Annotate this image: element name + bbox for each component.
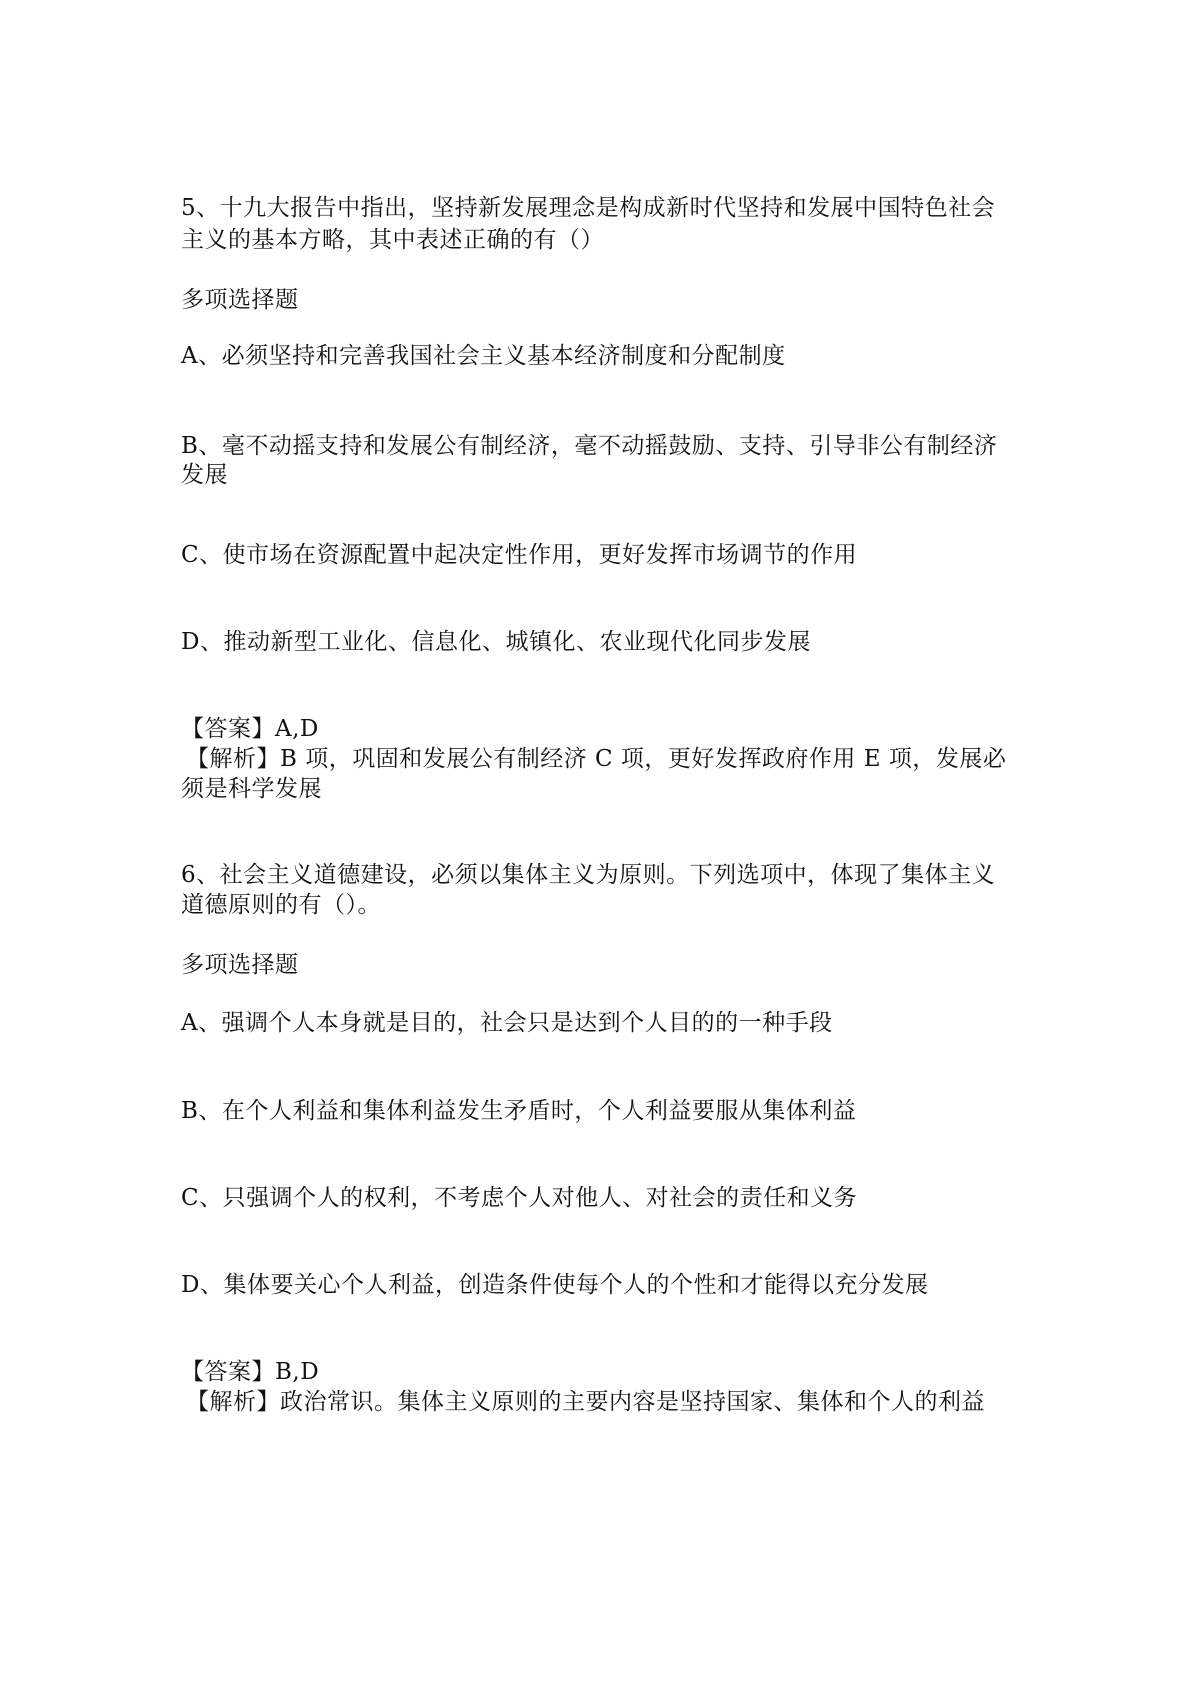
q5-option-c: C、使市场在资源配置中起决定性作用，更好发挥市场调节的作用: [181, 542, 858, 568]
q6-option-a: A、强调个人本身就是目的，社会只是达到个人目的的一种手段: [181, 1010, 833, 1036]
q6-option-c: C、只强调个人的权利，不考虑个人对他人、对社会的责任和义务: [181, 1185, 858, 1211]
q6-analysis-line1: 【解析】政治常识。集体主义原则的主要内容是坚持国家、集体和个人的利益: [186, 1389, 985, 1415]
q5-option-d: D、推动新型工业化、信息化、城镇化、农业现代化同步发展: [181, 629, 811, 655]
q5-analysis-line2: 须是科学发展: [181, 776, 322, 802]
q6-answer: 【答案】B,D: [181, 1359, 320, 1385]
q6-question-type: 多项选择题: [181, 952, 299, 978]
q5-option-b-line2: 发展: [181, 462, 228, 488]
q6-option-d: D、集体要关心个人利益，创造条件使每个人的个性和才能得以充分发展: [181, 1272, 929, 1298]
q6-option-b: B、在个人利益和集体利益发生矛盾时，个人利益要服从集体利益: [181, 1098, 857, 1124]
q6-stem-line1: 6、社会主义道德建设，必须以集体主义为原则。下列选项中，体现了集体主义: [181, 862, 996, 888]
q5-option-a: A、必须坚持和完善我国社会主义基本经济制度和分配制度: [181, 343, 786, 369]
q5-answer: 【答案】A,D: [181, 716, 319, 742]
q5-option-b-line1: B、毫不动摇支持和发展公有制经济，毫不动摇鼓励、支持、引导非公有制经济: [181, 433, 998, 459]
q5-question-type: 多项选择题: [181, 287, 299, 313]
q5-stem-line2: 主义的基本方略，其中表述正确的有（）: [181, 227, 604, 253]
q5-analysis-line1: 【解析】B 项，巩固和发展公有制经济 C 项，更好发挥政府作用 E 项，发展必: [186, 746, 1007, 772]
q5-stem-line1: 5、十九大报告中指出，坚持新发展理念是构成新时代坚持和发展中国特色社会: [181, 195, 996, 221]
q6-stem-line2: 道德原则的有（）。: [181, 892, 381, 918]
